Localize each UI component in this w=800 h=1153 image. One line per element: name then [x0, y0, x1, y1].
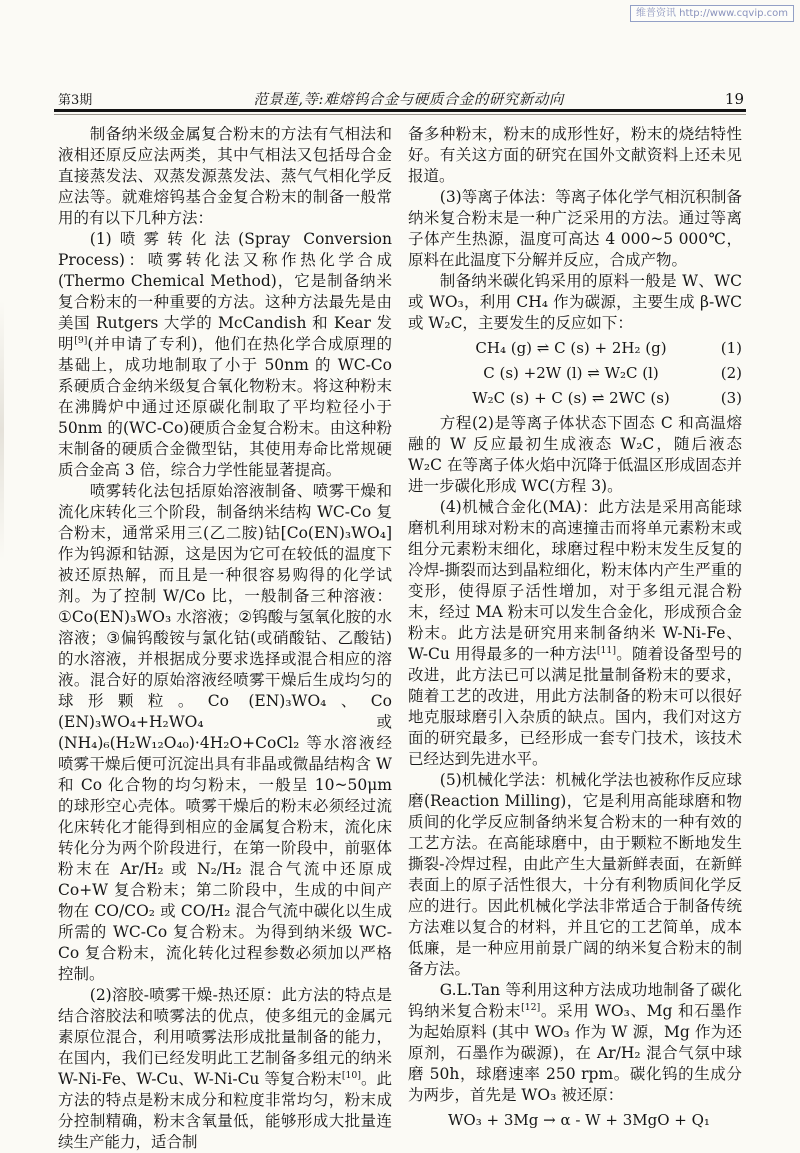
- page-number: 19: [724, 90, 744, 108]
- paragraph: [408, 187, 742, 271]
- text-run: 。采用 WO₃、Mg 和石墨作为起始原料 (其中 WO₃ 作为 W 源，Mg 作为还原剂，石墨作为碳源)，在 Ar/H₂ 混合气氛中球磨 50h，球磨速率 250 rpm。碳化钨的生成分为两步，首先是 WO₃ 被还原：: [408, 1002, 742, 1104]
- paragraph: [408, 497, 742, 770]
- right-column: [408, 124, 742, 1153]
- paragraph: [408, 980, 742, 1106]
- paragraph: [408, 413, 742, 497]
- text-run: (3)等离子体法：等离子体化学气相沉积制备纳米复合粉末是一种广泛采用的方法。通过等离子体产生热源，温度可高达 4 000~5 000℃，原料在此温度下分解并反应，合成产物。: [408, 188, 742, 269]
- equation-formula: W₂C (s) + C (s) ⇌ 2WC (s): [472, 389, 670, 407]
- reference-marker: [11]: [596, 644, 616, 656]
- equation-number: (1): [720, 339, 742, 357]
- text-run: (1)喷雾转化法(Spray Conversion Process)：喷雾转化法又称作热化学合成 (Thermo Chemical Method)，它是制备纳米复合粉末的一种重要的方法。这种方法最先是由美国 Rutgers 大学的 McCandish 和 Kear 发明: [58, 230, 392, 353]
- scan-edge-artifact: [0, 300, 4, 560]
- text-run: (4)机械合金化(MA)：此方法是采用高能球磨机利用球对粉末的高速撞击而将单元素粉末或组分元素粉末细化，球磨过程中粉末发生反复的冷焊-撕裂而达到晶粒细化，粉末体内产生严重的变形，使得原子活性增加，对于多组元混合粉末，经过 MA 粉末可以发生合金化，形成预合金粉末。此方法是研究用来制备纳米 W-Ni-Fe、W-Cu 用得最多的一种方法: [408, 498, 742, 663]
- running-title: 范景莲,等:难熔钨合金与硬质合金的研究新动向: [253, 92, 564, 108]
- chemical-equation: [408, 338, 742, 359]
- text-run: 。此方法的特点是粉末成分和粒度非常均匀，粉末成分控制精确，粉末含氧量低，能够形成大批量连续生产能力，适合制: [58, 1070, 392, 1151]
- chemical-equation: [408, 388, 742, 409]
- cqvip-watermark-stamp: [630, 5, 794, 22]
- chemical-equation: [408, 363, 742, 384]
- equation-formula: WO₃ + 3Mg → α - W + 3MgO + Q₁: [448, 1111, 710, 1129]
- paragraph: [408, 124, 742, 187]
- text-run: 制备纳米级金属复合粉末的方法有气相法和液相还原反应法两类，其中气相法又包括母合金直接蒸发法、双蒸发源蒸发法、蒸气气相化学反应法等。就难熔钨基合金复合粉末的制备一般常用的有以下几种方法：: [58, 125, 392, 227]
- reference-marker: [12]: [521, 1001, 541, 1013]
- equation-number: (3): [720, 389, 742, 407]
- watermark-text: 维普资讯 http://www.cqvip.com: [635, 8, 788, 19]
- text-run: (并申请了专利)，他们在热化学合成原理的基础上，成功地制取了小于 50nm 的 WC-Co 系硬质合金纳米级复合氧化物粉末。将这种粉末在沸腾炉中通过还原碳化制取了平均粒径小于 50nm 的(WC-Co)硬质合金复合粉末。由这种粉末制备的硬质合金微型钻，其使用寿命比常规硬质合金高 3 倍，综合力学性能显著提高。: [58, 335, 392, 479]
- equation-formula: CH₄ (g) ⇌ C (s) + 2H₂ (g): [475, 339, 667, 357]
- left-column: [58, 124, 392, 1153]
- text-run: 。随着设备型号的改进，此方法已可以满足批量制备粉末的要求，随着工艺的改进，用此方法制备的粉末可以很好地克服球磨引入杂质的缺点。国内，我们对这方面的研究最多，已经形成一套专门技术，该技术已经达到先进水平。: [408, 645, 742, 768]
- page-header: [58, 88, 744, 109]
- paragraph: [408, 271, 742, 334]
- equation-number: (2): [720, 364, 742, 382]
- text-run: 制备纳米碳化钨采用的原料一般是 W、WC 或 WO₃，利用 CH₄ 作为碳源，主要生成 β-WC 或 W₂C，主要发生的反应如下：: [408, 272, 742, 332]
- text-run: G.L.Tan 等利用这种方法成功地制备了碳化钨纳米复合粉末: [408, 981, 742, 1020]
- reference-marker: [10]: [341, 1069, 361, 1081]
- text-run: (2)溶胶-喷雾干燥-热还原：此方法的特点是结合溶胶法和喷雾法的优点，使多组元的金属元素原位混合，利用喷雾法形成批量制备的能力，在国内，我们已经发明此工艺制备多组元的纳米 W-Ni-Fe、W-Cu、W-Ni-Cu 等复合粉末: [58, 986, 392, 1088]
- paragraph: [58, 481, 392, 985]
- text-run: 方程(2)是等离子体状态下固态 C 和高温熔融的 W 反应最初生成液态 W₂C，随后液态 W₂C 在等离子体火焰中沉降于低温区形成固态并进一步碳化形成 WC(方程 3)。: [408, 414, 742, 495]
- text-run: 备多种粉末，粉末的成形性好，粉末的烧结特性好。有关这方面的研究在国外文献资料上还未见报道。: [408, 125, 742, 185]
- header-rule-thin: [54, 114, 746, 115]
- chemical-equation: [408, 1110, 742, 1131]
- two-column-body: [58, 124, 742, 1153]
- text-run: (5)机械化学法：机械化学法也被称作反应球磨(Reaction Milling)，它是利用高能球磨和物质间的化学反应制备纳米复合粉末的一种有效的工艺方法。在高能球磨中，由于颗粒不断地发生撕裂-冷焊过程，由此产生大量新鲜表面，在新鲜表面上的原子活性很大，十分有利物质间化学反应的进行。因此机械化学法非常适合于制备传统方法难以复合的材料，并且它的工艺简单，成本低廉，是一种应用前景广阔的纳米复合粉末的制备方法。: [408, 771, 742, 978]
- issue-number: 第3期: [58, 93, 93, 108]
- paragraph: [58, 124, 392, 229]
- equation-formula: C (s) +2W (l) ⇌ W₂C (l): [483, 364, 659, 382]
- header-rule-bold: [54, 109, 746, 112]
- text-run: 喷雾转化法包括原始溶液制备、喷雾干燥和流化床转化三个阶段，制备纳米结构 WC-Co 复合粉末，通常采用三(乙二胺)钴[Co(EN)₃WO₄]作为钨源和钴源，这是因为它可在较低的温度下被还原热解，而且是一种很容易购得的化学试剂。为了控制 W/Co 比，一般制备三种溶液：①Co(EN)₃WO₃ 水溶液；②钨酸与氢氧化胺的水溶液；③偏钨酸铵与氯化钴(或硝酸钴、乙酸钴)的水溶液，并根据成分要求选择或混合相应的溶液。混合好的原始溶液经喷雾干燥后生成均匀的球形颗粒。Co (EN)₃WO₄、Co (EN)₃WO₄+H₂WO₄ 或(NH₄)₆(H₂W₁₂O₄₀)·4H₂O+CoCl₂ 等水溶液经喷雾干燥后便可沉淀出具有非晶或微晶结构含 W 和 Co 化合物的均匀粉末，一般呈 10~50μm 的球形空心壳体。喷雾干燥后的粉末必须经过流化床转化才能得到相应的金属复合粉末，流化床转化分为两个阶段进行，在第一阶段中，前驱体粉末在 Ar/H₂ 或 N₂/H₂ 混合气流中还原成 Co+W 复合粉末；第二阶段中，生成的中间产物在 CO/CO₂ 或 CO/H₂ 混合气流中碳化以生成所需的 WC-Co 复合粉末。为得到纳米级 WC-Co 复合粉末，流化转化过程参数必须加以严格控制。: [58, 482, 392, 983]
- paragraph: [58, 229, 392, 481]
- paragraph: [58, 985, 392, 1153]
- reference-marker: [9]: [74, 334, 88, 346]
- paragraph: [408, 770, 742, 980]
